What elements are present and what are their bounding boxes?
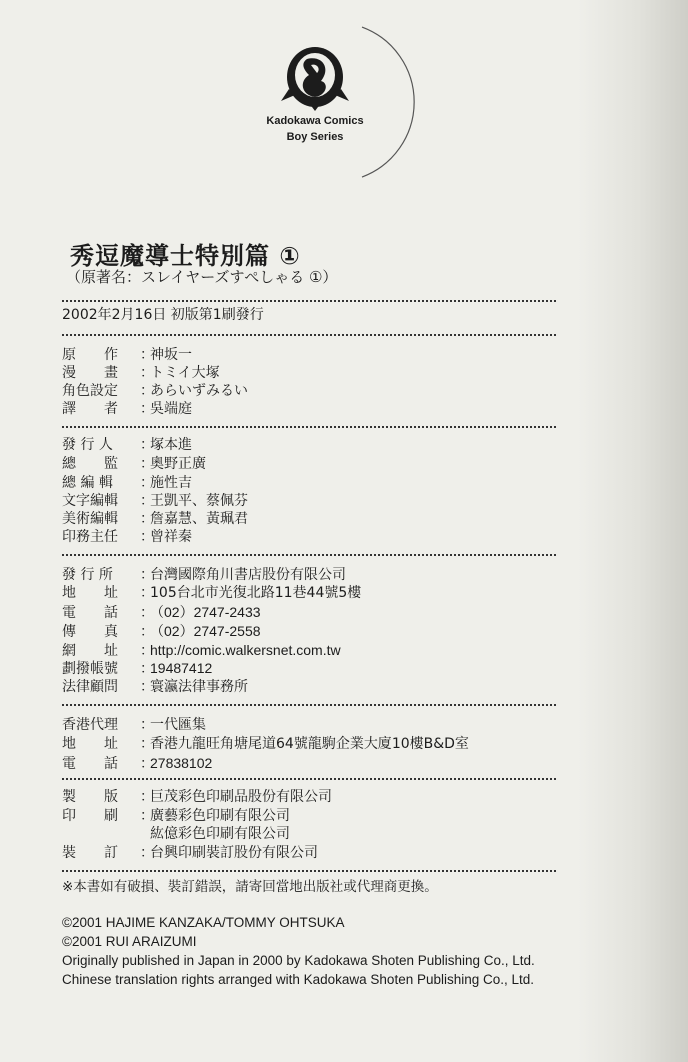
dotted-divider [62, 704, 556, 706]
credit-row: 漫 畫 ：トミイ大塚 [62, 365, 220, 381]
credit-value: 神坂一 [150, 347, 192, 363]
publisher-label: 網 址 [62, 643, 118, 659]
credit-label: 譯 者 [62, 401, 118, 417]
phoenix-logo-icon [250, 25, 425, 185]
website-link[interactable]: http://comic.walkersnet.com.tw [150, 642, 341, 658]
publisher-label: 法律顧問 [62, 679, 118, 695]
hk-value: 香港九龍旺角塘尾道64號龍駒企業大廈10樓B&D室 [150, 736, 469, 752]
dotted-divider [62, 426, 556, 428]
printing-label: 印 刷 [62, 808, 118, 824]
publisher-row: 地 址 ：105台北市光復北路11巷44號5樓 [62, 585, 362, 601]
publish-date: 2002年2月16日 初版第1刷發行 [62, 307, 264, 323]
staff-value: 塚本進 [150, 437, 192, 453]
staff-label: 文字編輯 [62, 493, 118, 509]
hk-label: 電 話 [62, 756, 118, 772]
printing-row: 印 刷 ：廣藝彩色印刷有限公司 [62, 808, 290, 824]
copyright-line: Originally published in Japan in 2000 by Kadokawa Shoten Publishing Co., Ltd. [62, 953, 535, 968]
printing-row: 裝 訂 ：台興印刷裝訂股份有限公司 [62, 845, 318, 861]
publisher-label: 劃撥帳號 [62, 661, 118, 677]
publisher-label: 發 行 所 [62, 567, 113, 583]
staff-value: 王凱平、蔡佩芬 [150, 493, 248, 509]
publisher-value: 19487412 [150, 660, 213, 676]
book-title: 秀逗魔導士特別篇 ① [70, 242, 301, 270]
printing-value: 廣藝彩色印刷有限公司 [150, 808, 290, 824]
hk-value: 一代匯集 [150, 717, 206, 733]
dotted-divider [62, 334, 556, 336]
staff-row: 總 編 輯 ：施性吉 [62, 475, 192, 491]
hk-label: 地 址 [62, 736, 118, 752]
publisher-row: 法律顧問 ：寰瀛法律事務所 [62, 679, 248, 695]
printing-value: 台興印刷裝訂股份有限公司 [150, 845, 318, 861]
staff-value: 施性吉 [150, 475, 192, 491]
publisher-label: 地 址 [62, 585, 118, 601]
credit-value: あらいずみるい [150, 383, 248, 399]
publisher-row: 網 址 ：http://comic.walkersnet.com.tw [62, 642, 341, 659]
credit-value: 吳端庭 [150, 401, 192, 417]
staff-row: 發 行 人 ：塚本進 [62, 437, 192, 453]
dotted-divider [62, 300, 556, 302]
staff-row: 總 監 ：奧野正廣 [62, 456, 206, 472]
copyright-line: ©2001 HAJIME KANZAKA/TOMMY OHTSUKA [62, 915, 345, 930]
staff-label: 總 監 [62, 456, 118, 472]
staff-row: 文字編輯 ：王凱平、蔡佩芬 [62, 493, 248, 509]
printing-row: 製 版 ：巨茂彩色印刷品股份有限公司 [62, 789, 332, 805]
staff-value: 曾祥秦 [150, 529, 192, 545]
logo-line-1: Kadokawa Comics [266, 115, 364, 127]
printing-value: 紘億彩色印刷有限公司 [150, 826, 290, 842]
hk-row: 電 話 ：27838102 [62, 755, 213, 772]
credit-label: 原 作 [62, 347, 118, 363]
publisher-logo [250, 25, 425, 185]
damage-notice: ※本書如有破損、裝訂錯誤，請寄回當地出版社或代理商更換。 [62, 879, 438, 895]
staff-label: 總 編 輯 [62, 475, 113, 491]
credit-label: 漫 畫 [62, 365, 118, 381]
dotted-divider [62, 778, 556, 780]
copyright-line: ©2001 RUI ARAIZUMI [62, 934, 197, 949]
credit-row: 原 作 ：神坂一 [62, 347, 192, 363]
publisher-value: （02）2747-2433 [150, 604, 261, 620]
printing-value: 巨茂彩色印刷品股份有限公司 [150, 789, 332, 805]
hk-row: 香港代理 ：一代匯集 [62, 717, 206, 733]
credit-value: トミイ大塚 [150, 365, 220, 381]
staff-row: 美術編輯 ：詹嘉慧、黃珮君 [62, 511, 248, 527]
publisher-label: 傳 真 [62, 624, 118, 640]
credit-row: 角色設定 ：あらいずみるい [62, 383, 248, 399]
publisher-value: 台灣國際角川書店股份有限公司 [150, 567, 346, 583]
staff-value: 詹嘉慧、黃珮君 [150, 511, 248, 527]
publisher-row: 電 話 ：（02）2747-2433 [62, 604, 261, 621]
original-title: （原著名：スレイヤーズすぺしゃる ①） [66, 268, 338, 286]
dotted-divider [62, 554, 556, 556]
staff-value: 奧野正廣 [150, 456, 206, 472]
printing-label: 製 版 [62, 789, 118, 805]
staff-label: 發 行 人 [62, 437, 113, 453]
page-edge-shadow [578, 0, 688, 1062]
publisher-value: （02）2747-2558 [150, 623, 261, 639]
staff-label: 美術編輯 [62, 511, 118, 527]
publisher-row: 發 行 所 ：台灣國際角川書店股份有限公司 [62, 567, 346, 583]
publisher-row: 傳 真 ：（02）2747-2558 [62, 623, 261, 640]
staff-label: 印務主任 [62, 529, 118, 545]
publisher-row: 劃撥帳號 ：19487412 [62, 660, 213, 677]
copyright-line: Chinese translation rights arranged with Kadokawa Shoten Publishing Co., Ltd. [62, 972, 535, 987]
logo-line-2: Boy Series [286, 131, 344, 143]
staff-row: 印務主任 ：曾祥秦 [62, 529, 192, 545]
publisher-value: 寰瀛法律事務所 [150, 679, 248, 695]
printing-row [62, 825, 290, 843]
dotted-divider [62, 870, 556, 872]
hk-value: 27838102 [150, 755, 213, 771]
credit-label: 角色設定 [62, 383, 118, 399]
hk-label: 香港代理 [62, 717, 118, 733]
hk-row: 地 址 ：香港九龍旺角塘尾道64號龍駒企業大廈10樓B&D室 [62, 736, 469, 752]
printing-label: 裝 訂 [62, 845, 118, 861]
credit-row: 譯 者 ：吳端庭 [62, 401, 192, 417]
publisher-label: 電 話 [62, 605, 118, 621]
publisher-value: 105台北市光復北路11巷44號5樓 [150, 585, 362, 601]
